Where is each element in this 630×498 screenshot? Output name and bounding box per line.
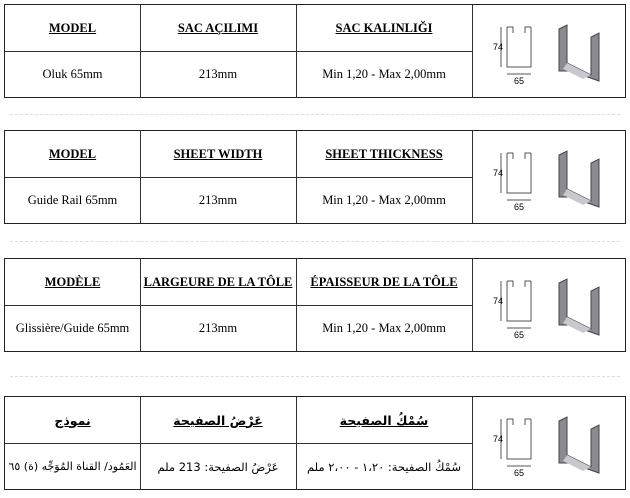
profile-drawing: [501, 281, 531, 328]
spec-table-ar: [4, 396, 626, 490]
header-model: MODÈLE: [44, 274, 101, 289]
dim-height-label: 74: [493, 296, 504, 306]
profile-drawing: [501, 153, 531, 200]
value-sheet-thickness: سُمْكُ الصفيحة: ١،٢٠ - ٢،٠٠ ملم: [307, 459, 461, 474]
dim-height-label: 74: [493, 42, 504, 52]
value-sheet-thickness: Min 1,20 - Max 2,00mm: [322, 193, 446, 207]
value-sheet-width: 213mm: [198, 321, 238, 335]
header-sheet-width: SAC AÇILIMI: [177, 20, 259, 35]
spec-table-tr: [4, 4, 626, 98]
header-model: نموذج: [54, 412, 91, 428]
spec-table-en: [4, 130, 626, 224]
profile-3d-icon: [559, 417, 599, 473]
header-sheet-width: عَرْضُ الصفيحة: [173, 412, 263, 428]
dim-width-label: 65: [514, 330, 525, 340]
profile-drawing: [501, 27, 531, 74]
value-model: Oluk 65mm: [42, 67, 103, 81]
header-sheet-width: LARGEURE DE LA TÔLE: [143, 274, 293, 289]
dim-height-label: 74: [493, 168, 504, 178]
header-sheet-thickness: ÉPAISSEUR DE LA TÔLE: [310, 274, 458, 289]
separator: [10, 376, 620, 377]
profile-image: [473, 5, 625, 97]
header-sheet-thickness: SAC KALINLIĞI: [335, 20, 433, 35]
value-model: Glissière/Guide 65mm: [15, 321, 130, 335]
profile-3d-icon: [559, 25, 599, 81]
value-model: Guide Rail 65mm: [27, 193, 118, 207]
value-sheet-thickness: Min 1,20 - Max 2,00mm: [322, 321, 446, 335]
value-model: العَمُود/ القناة المُوَجِّه (ة) ٦٥: [8, 460, 137, 473]
profile-3d-icon: [559, 279, 599, 335]
value-sheet-width: عَرْضُ الصفيحة: 213 ملم: [157, 459, 279, 474]
separator: [10, 241, 620, 242]
profile-3d-icon: [559, 151, 599, 207]
header-model: MODEL: [48, 20, 97, 35]
profile-image: [473, 131, 625, 223]
header-model: MODEL: [48, 146, 97, 161]
dim-width-label: 65: [514, 468, 525, 478]
header-sheet-width: SHEET WIDTH: [173, 146, 263, 161]
header-sheet-thickness: SHEET THICKNESS: [325, 146, 443, 161]
separator: [10, 114, 620, 115]
value-sheet-thickness: Min 1,20 - Max 2,00mm: [322, 67, 446, 81]
dim-height-label: 74: [493, 434, 504, 444]
dim-width-label: 65: [514, 202, 525, 212]
profile-drawing: [501, 419, 531, 466]
value-sheet-width: 213mm: [198, 193, 238, 207]
profile-image: [473, 397, 625, 489]
value-sheet-width: 213mm: [198, 67, 238, 81]
header-sheet-thickness: سُمْكُ الصفيحة: [339, 412, 429, 428]
dim-width-label: 65: [514, 76, 525, 86]
profile-image: [473, 259, 625, 351]
spec-table-fr: [4, 258, 626, 352]
